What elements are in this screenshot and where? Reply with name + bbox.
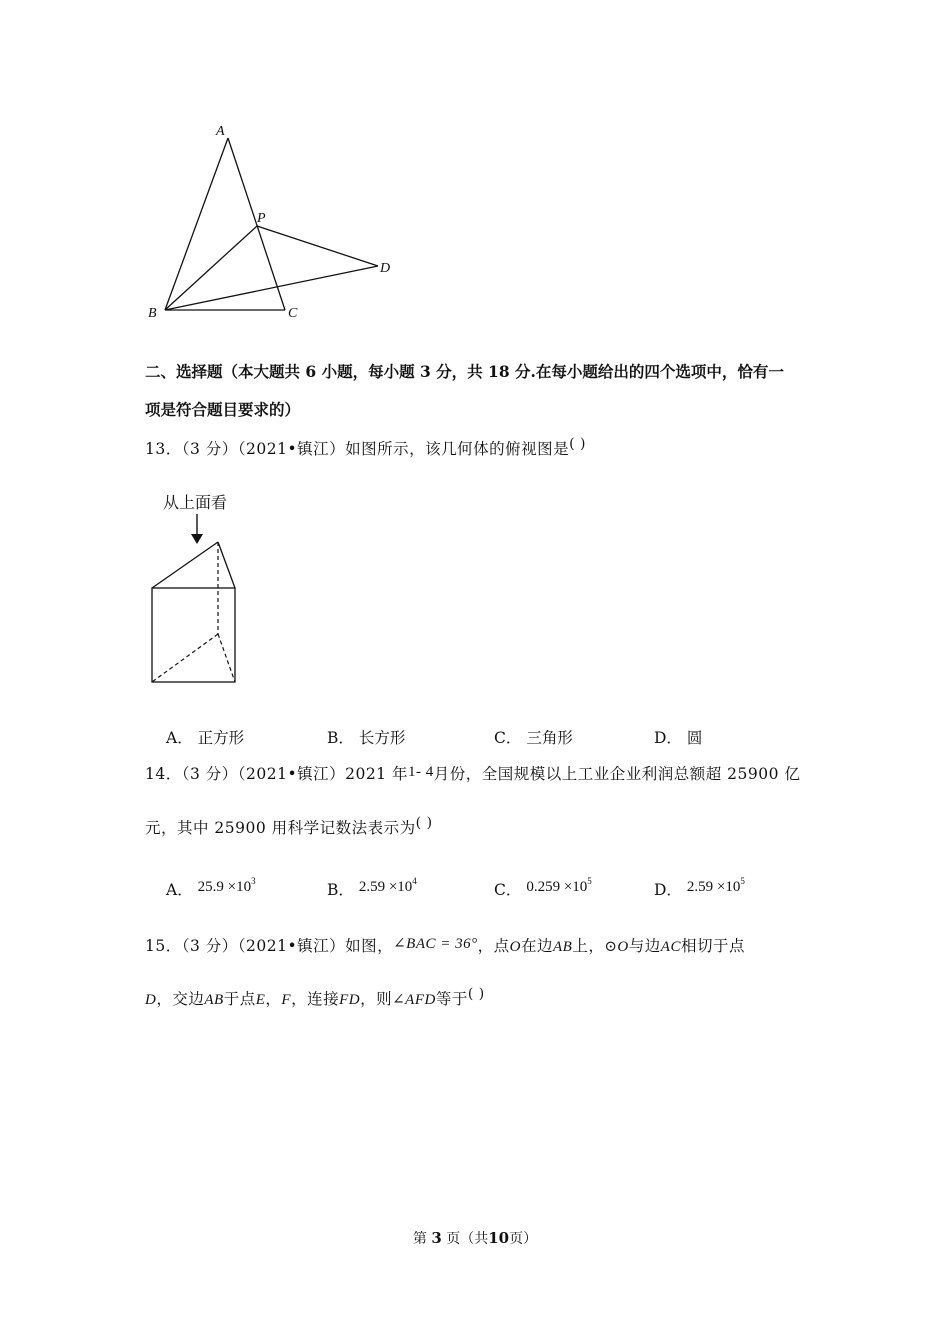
q15-prefix: 15．（3 分）（2021•镇江）如图，: [145, 937, 394, 955]
q13-option-a-text: 正方形: [197, 729, 245, 747]
footer-suffix: 页）: [509, 1231, 538, 1247]
q14-option-c-exponent: 5: [587, 876, 592, 886]
prism-top-right: [218, 542, 235, 588]
label-p: P: [257, 211, 266, 226]
segment-ab: [165, 138, 228, 310]
q15-point-d: D: [145, 992, 157, 1008]
footer-total-pages: 10: [488, 1229, 510, 1247]
q14-option-a[interactable]: [166, 876, 256, 900]
q15-stem-line1: [145, 934, 745, 956]
q14-option-c-value: 0.259 ×10: [526, 879, 588, 895]
prism-hidden-edge-left: [152, 634, 218, 682]
q15-text-3: 上，: [572, 937, 605, 955]
q13-option-a[interactable]: [166, 726, 244, 748]
q14-option-a-exponent: 3: [251, 876, 256, 886]
q13-option-d[interactable]: [654, 726, 702, 748]
q14-option-a-letter: A．: [166, 881, 193, 899]
label-a: A: [216, 124, 225, 139]
q15-comma: ，: [265, 990, 282, 1008]
prism-figure: [145, 512, 245, 690]
q14-answer-paren: ( ): [415, 815, 433, 831]
q13-answer-paren: ( ): [569, 436, 586, 452]
triangle-figure: [140, 118, 410, 328]
view-arrow-head: [191, 534, 203, 544]
q14-option-b[interactable]: [327, 876, 417, 900]
q13-option-d-letter: D．: [654, 729, 682, 747]
q14-stem-part-a: 14．（3 分）（2021•镇江）2021 年: [145, 765, 408, 783]
q13-option-c-text: 三角形: [526, 729, 573, 747]
q14-option-b-value: 2.59 ×10: [358, 879, 413, 895]
segment-pd: [257, 226, 378, 266]
q15-side-ab: AB: [553, 939, 573, 955]
q15-stem-line2: [145, 986, 485, 1009]
q14-option-d-value: 2.59 ×10: [686, 879, 741, 895]
q13-figure-caption: 从上面看: [163, 493, 228, 512]
prism-hidden-edge-right: [218, 634, 235, 682]
page-footer: [0, 1228, 950, 1248]
q14-stem-text: 元，其中 25900 用科学记数法表示为: [145, 819, 416, 837]
footer-page-number: 3: [431, 1229, 442, 1247]
q15-text-1: ，点: [477, 937, 510, 955]
q15-point-o: O: [509, 939, 521, 955]
q13-option-b[interactable]: [327, 726, 405, 748]
q15-angle-afd: ∠AFD: [392, 992, 436, 1008]
segment-bp: [165, 226, 257, 310]
q15-side-ab-2: AB: [204, 992, 224, 1008]
q13-stem-text: 13．（3 分）（2021•镇江）如图所示，该几何体的俯视图是: [145, 440, 570, 458]
q15-side-ac: AC: [660, 939, 681, 955]
q13-option-d-text: 圆: [686, 729, 703, 747]
q14-month-range: 1- 4: [407, 764, 434, 780]
q13-option-c[interactable]: [494, 726, 573, 748]
q14-option-d[interactable]: [654, 876, 745, 900]
q15-text-4: 与边: [628, 937, 661, 955]
label-b: B: [148, 306, 157, 321]
q15-angle-bac: ∠BAC = 36°: [393, 936, 478, 952]
q14-option-c-letter: C．: [494, 881, 522, 899]
q14-option-b-letter: B．: [327, 881, 354, 899]
q15-text-9: ，则: [360, 990, 393, 1008]
section-heading-line1: 二、选择题（本大题共 6 小题，每小题 3 分，共 18 分.在每小题给出的四个选项中，恰有一: [145, 362, 784, 381]
label-d: D: [380, 261, 391, 276]
q15-text-6: ，交边: [156, 990, 205, 1008]
q15-text-10: 等于: [435, 990, 468, 1008]
footer-mid: 页（共: [446, 1231, 489, 1247]
label-c: C: [288, 306, 298, 321]
q15-text-7: 于点: [223, 990, 256, 1008]
q13-option-b-text: 长方形: [358, 729, 406, 747]
q15-point-e: E: [255, 992, 266, 1008]
section-heading-line2: 项是符合题目要求的）: [145, 400, 301, 419]
q13-option-a-letter: A．: [166, 729, 193, 747]
q14-option-a-value: 25.9 ×10: [197, 879, 252, 895]
q14-stem-line1: [145, 762, 800, 784]
q13-stem: [145, 436, 586, 459]
q15-segment-fd: FD: [339, 992, 361, 1008]
q13-option-b-letter: B．: [327, 729, 354, 747]
segment-bd: [165, 266, 378, 310]
q15-point-f: F: [281, 992, 292, 1008]
q14-option-c[interactable]: [494, 876, 592, 900]
q15-text-8: ，连接: [291, 990, 340, 1008]
prism-front-face: [152, 588, 235, 682]
q14-option-d-exponent: 5: [740, 876, 745, 886]
q15-text-5: 相切于点: [680, 937, 745, 955]
footer-prefix: 第: [412, 1231, 427, 1247]
q14-option-d-letter: D．: [654, 881, 682, 899]
prism-top-left: [152, 542, 218, 588]
q14-stem-line2: [145, 815, 433, 838]
q14-stem-part-b: 月份，全国规模以上工业企业利润总额超 25900 亿: [433, 765, 801, 783]
q14-option-b-exponent: 4: [412, 876, 417, 886]
q15-circle-o: ⊙O: [604, 939, 629, 955]
q15-answer-paren: ( ): [467, 986, 485, 1002]
q13-option-c-letter: C．: [494, 729, 522, 747]
q15-text-2: 在边: [521, 937, 554, 955]
